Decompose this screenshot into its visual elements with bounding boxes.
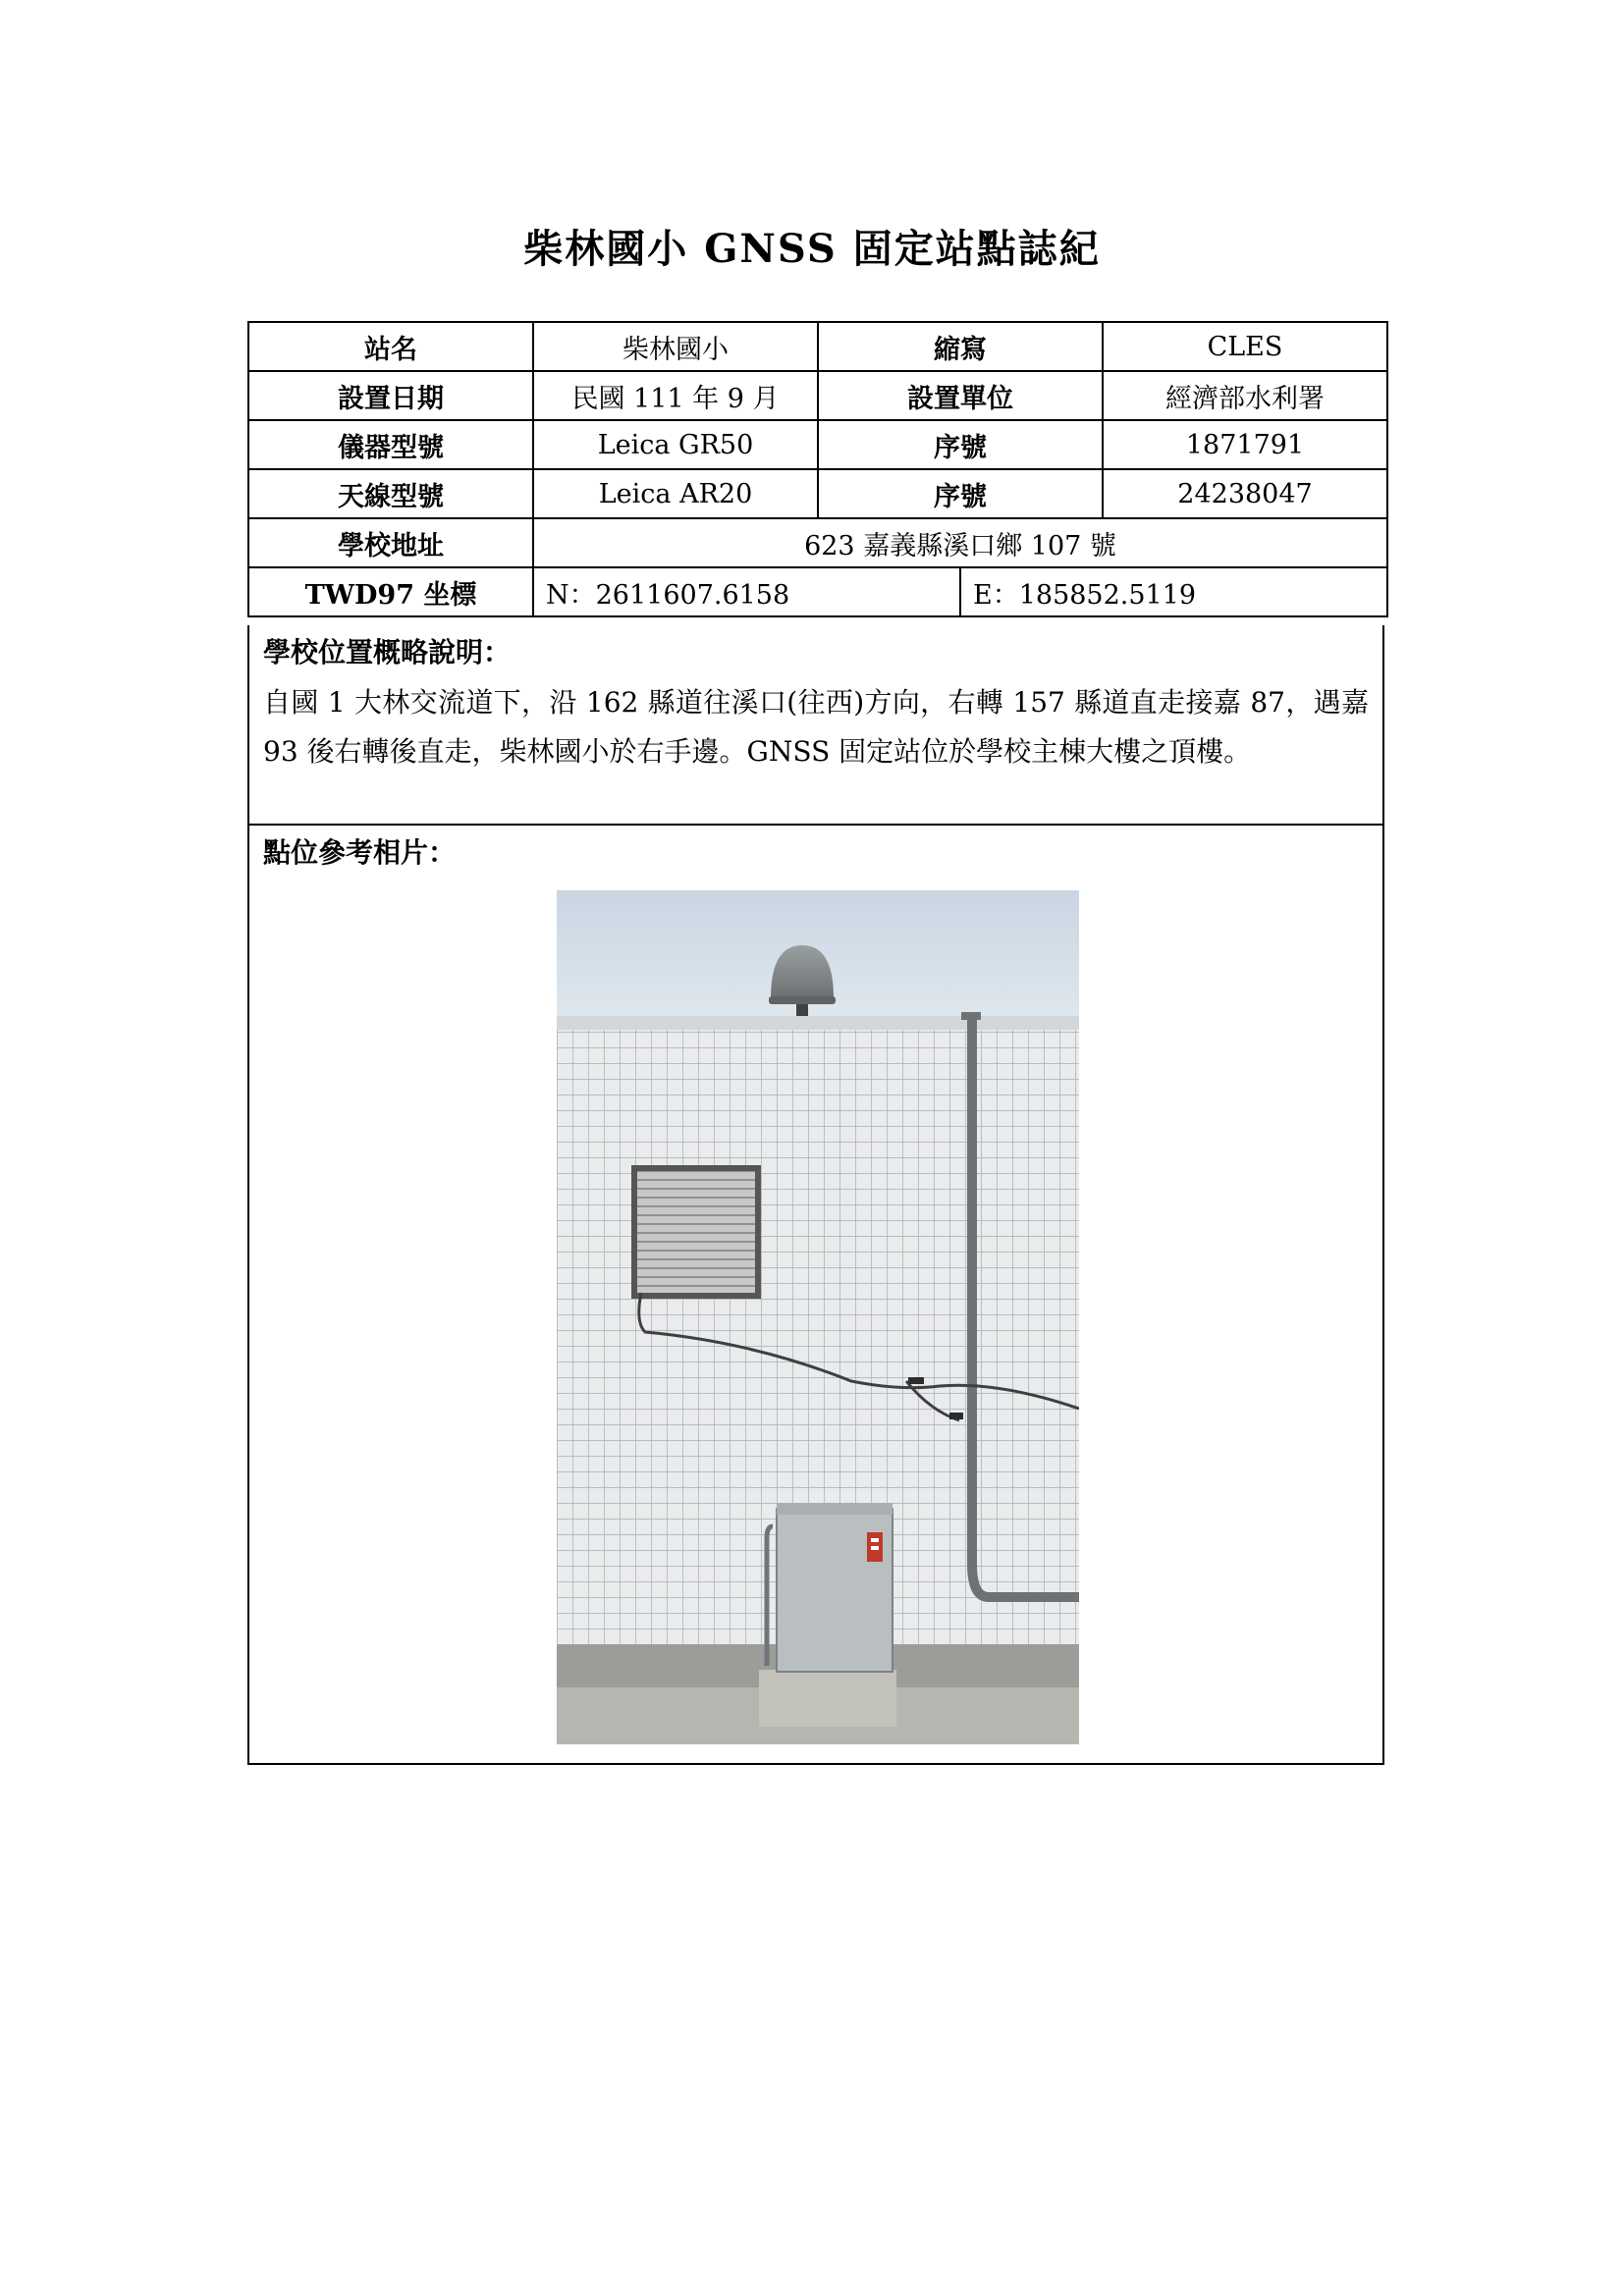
station-photo (557, 890, 1079, 1744)
reference-photo-section (247, 826, 1384, 1765)
station-name-label: 站名 (248, 322, 533, 371)
antenna-serial-value: 24238047 (1103, 469, 1387, 518)
install-date-value: 民國 111 年 9 月 (533, 371, 818, 420)
antenna-serial-label: 序號 (818, 469, 1103, 518)
location-description-heading: 學校位置概略說明： (263, 636, 512, 668)
location-description-text: 自國 1 大林交流道下，沿 162 縣道往溪口(往西)方向，右轉 157 縣道直走接嘉 87，遇嘉 93 後右轉後直走，柴林國小於右手邊。GNSS 固定站位於學校主棟大樓之頂樓。 (263, 686, 1369, 768)
coord-e-value: E：185852.5119 (960, 567, 1387, 616)
abbr-label: 縮寫 (818, 322, 1103, 371)
page-title: 柴林國小 GNSS 固定站點誌紀 (523, 226, 1101, 272)
address-value: 623 嘉義縣溪口鄉 107 號 (533, 518, 1387, 567)
table-row (248, 322, 1387, 371)
abbr-value: CLES (1103, 322, 1387, 371)
table-row (248, 567, 1387, 616)
receiver-label: 儀器型號 (248, 420, 533, 469)
table-row (248, 420, 1387, 469)
reference-photo-heading: 點位參考相片： (263, 836, 457, 869)
coord-label: TWD97 坐標 (248, 567, 533, 616)
coord-n-value: N：2611607.6158 (533, 567, 960, 616)
table-row (248, 371, 1387, 420)
install-date-label: 設置日期 (248, 371, 533, 420)
receiver-serial-label: 序號 (818, 420, 1103, 469)
receiver-serial-value: 1871791 (1103, 420, 1387, 469)
install-unit-label: 設置單位 (818, 371, 1103, 420)
receiver-value: Leica GR50 (533, 420, 818, 469)
station-info-table (247, 321, 1388, 617)
location-description-section (247, 625, 1384, 826)
antenna-value: Leica AR20 (533, 469, 818, 518)
table-row (248, 469, 1387, 518)
install-unit-value: 經濟部水利署 (1103, 371, 1387, 420)
station-name-value: 柴林國小 (533, 322, 818, 371)
table-row (248, 518, 1387, 567)
antenna-label: 天線型號 (248, 469, 533, 518)
address-label: 學校地址 (248, 518, 533, 567)
